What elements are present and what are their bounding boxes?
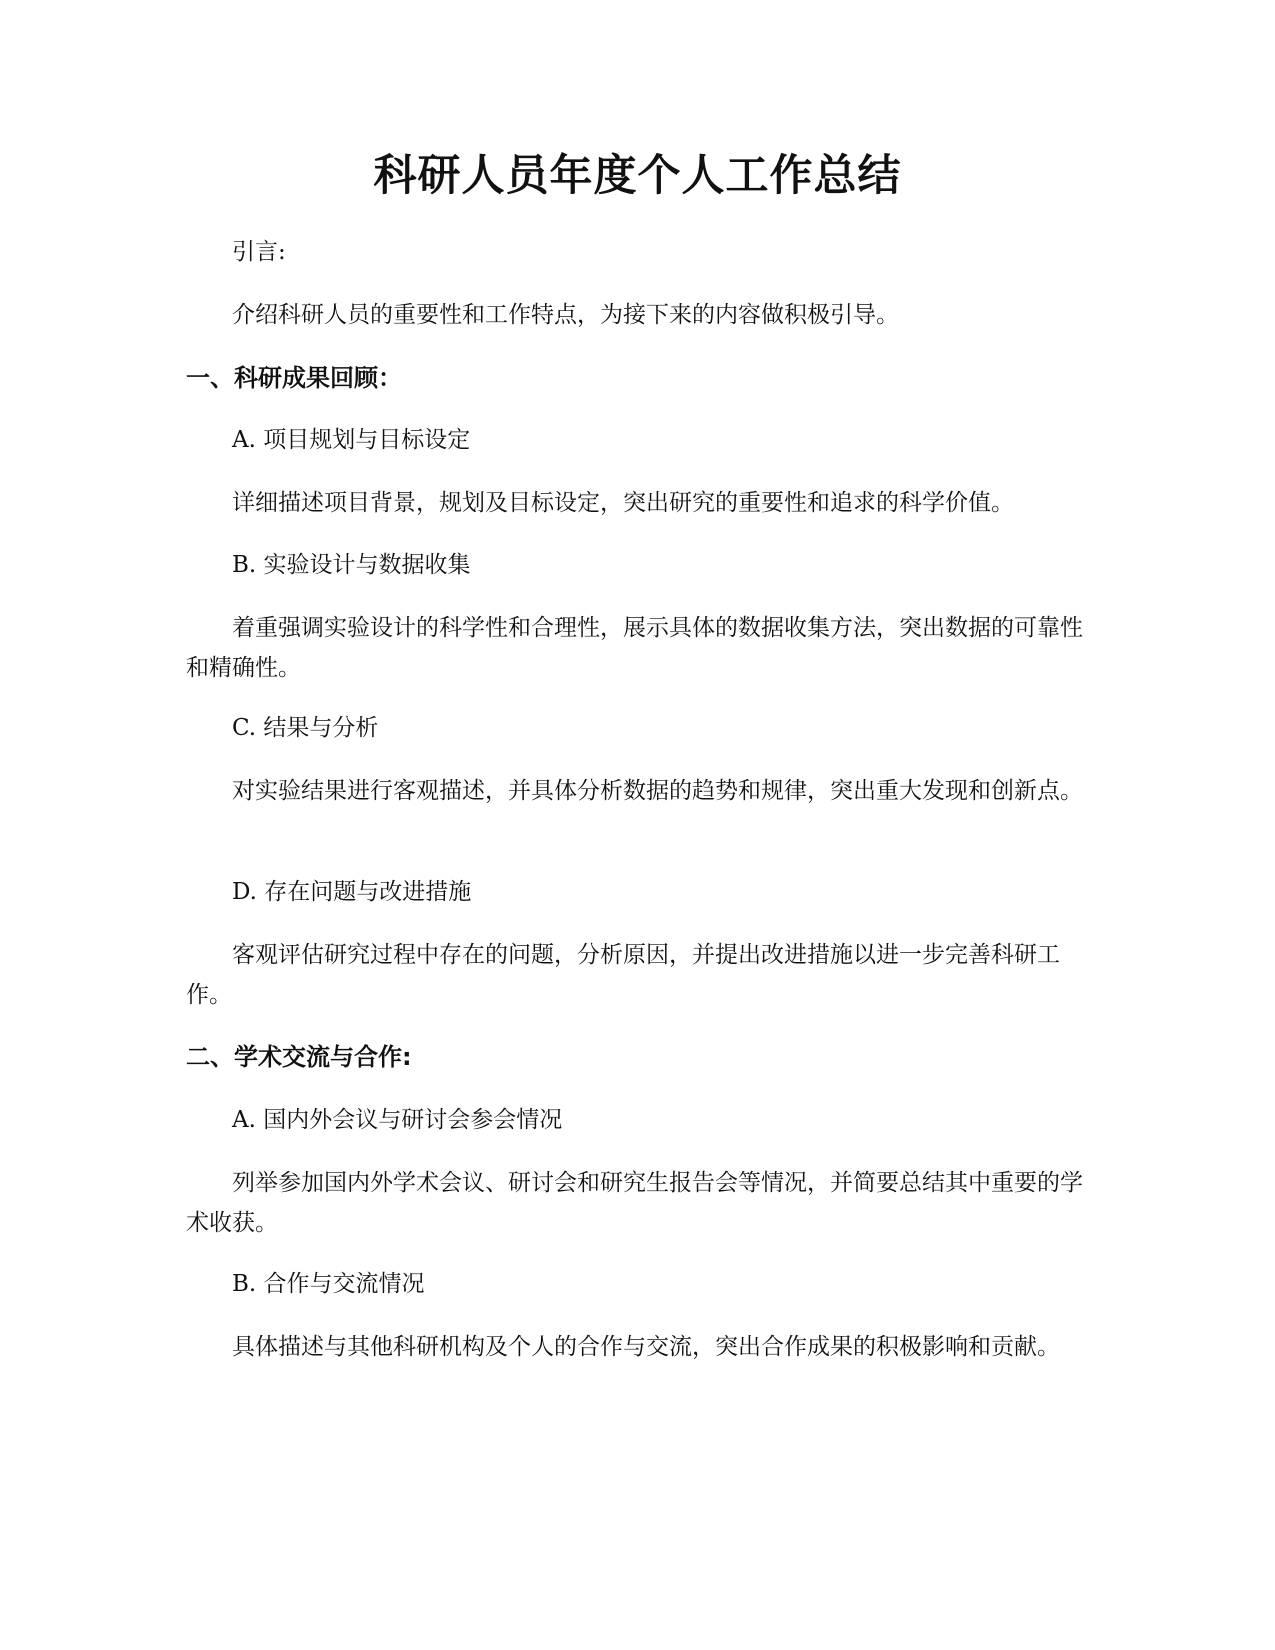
section-heading-1: 一、科研成果回顾：	[186, 364, 402, 392]
subsection-label-2a: A. 国内外会议与研讨会参会情况	[232, 1107, 563, 1133]
intro-text: 介绍科研人员的重要性和工作特点，为接下来的内容做积极引导。	[232, 302, 899, 328]
subsection-text-1a: 详细描述项目背景，规划及目标设定，突出研究的重要性和追求的科学价值。	[232, 490, 1014, 516]
subsection-label-1c: C. 结果与分析	[232, 715, 379, 741]
subsection-text-2a: 列举参加国内外学术会议、研讨会和研究生报告会等情况，并简要总结其中重要的学术收获。	[186, 1170, 1083, 1236]
document-title: 科研人员年度个人工作总结	[373, 151, 902, 201]
subsection-label-2b: B. 合作与交流情况	[232, 1271, 425, 1297]
intro-label: 引言:	[232, 239, 286, 265]
subsection-text-1c: 对实验结果进行客观描述，并具体分析数据的趋势和规律，突出重大发现和创新点。	[232, 778, 1083, 804]
section-heading-2: 二、学术交流与合作:	[186, 1043, 412, 1071]
subsection-label-1d: D. 存在问题与改进措施	[232, 879, 472, 905]
subsection-text-1d: 客观评估研究过程中存在的问题，分析原因，并提出改进措施以进一步完善科研工作。	[186, 942, 1060, 1008]
subsection-label-1b: B. 实验设计与数据收集	[232, 552, 471, 578]
subsection-label-1a: A. 项目规划与目标设定	[232, 427, 471, 453]
subsection-text-1b: 着重强调实验设计的科学性和合理性，展示具体的数据收集方法，突出数据的可靠性和精确性。	[186, 615, 1083, 681]
subsection-text-2b: 具体描述与其他科研机构及个人的合作与交流，突出合作成果的积极影响和贡献。	[232, 1334, 1060, 1360]
